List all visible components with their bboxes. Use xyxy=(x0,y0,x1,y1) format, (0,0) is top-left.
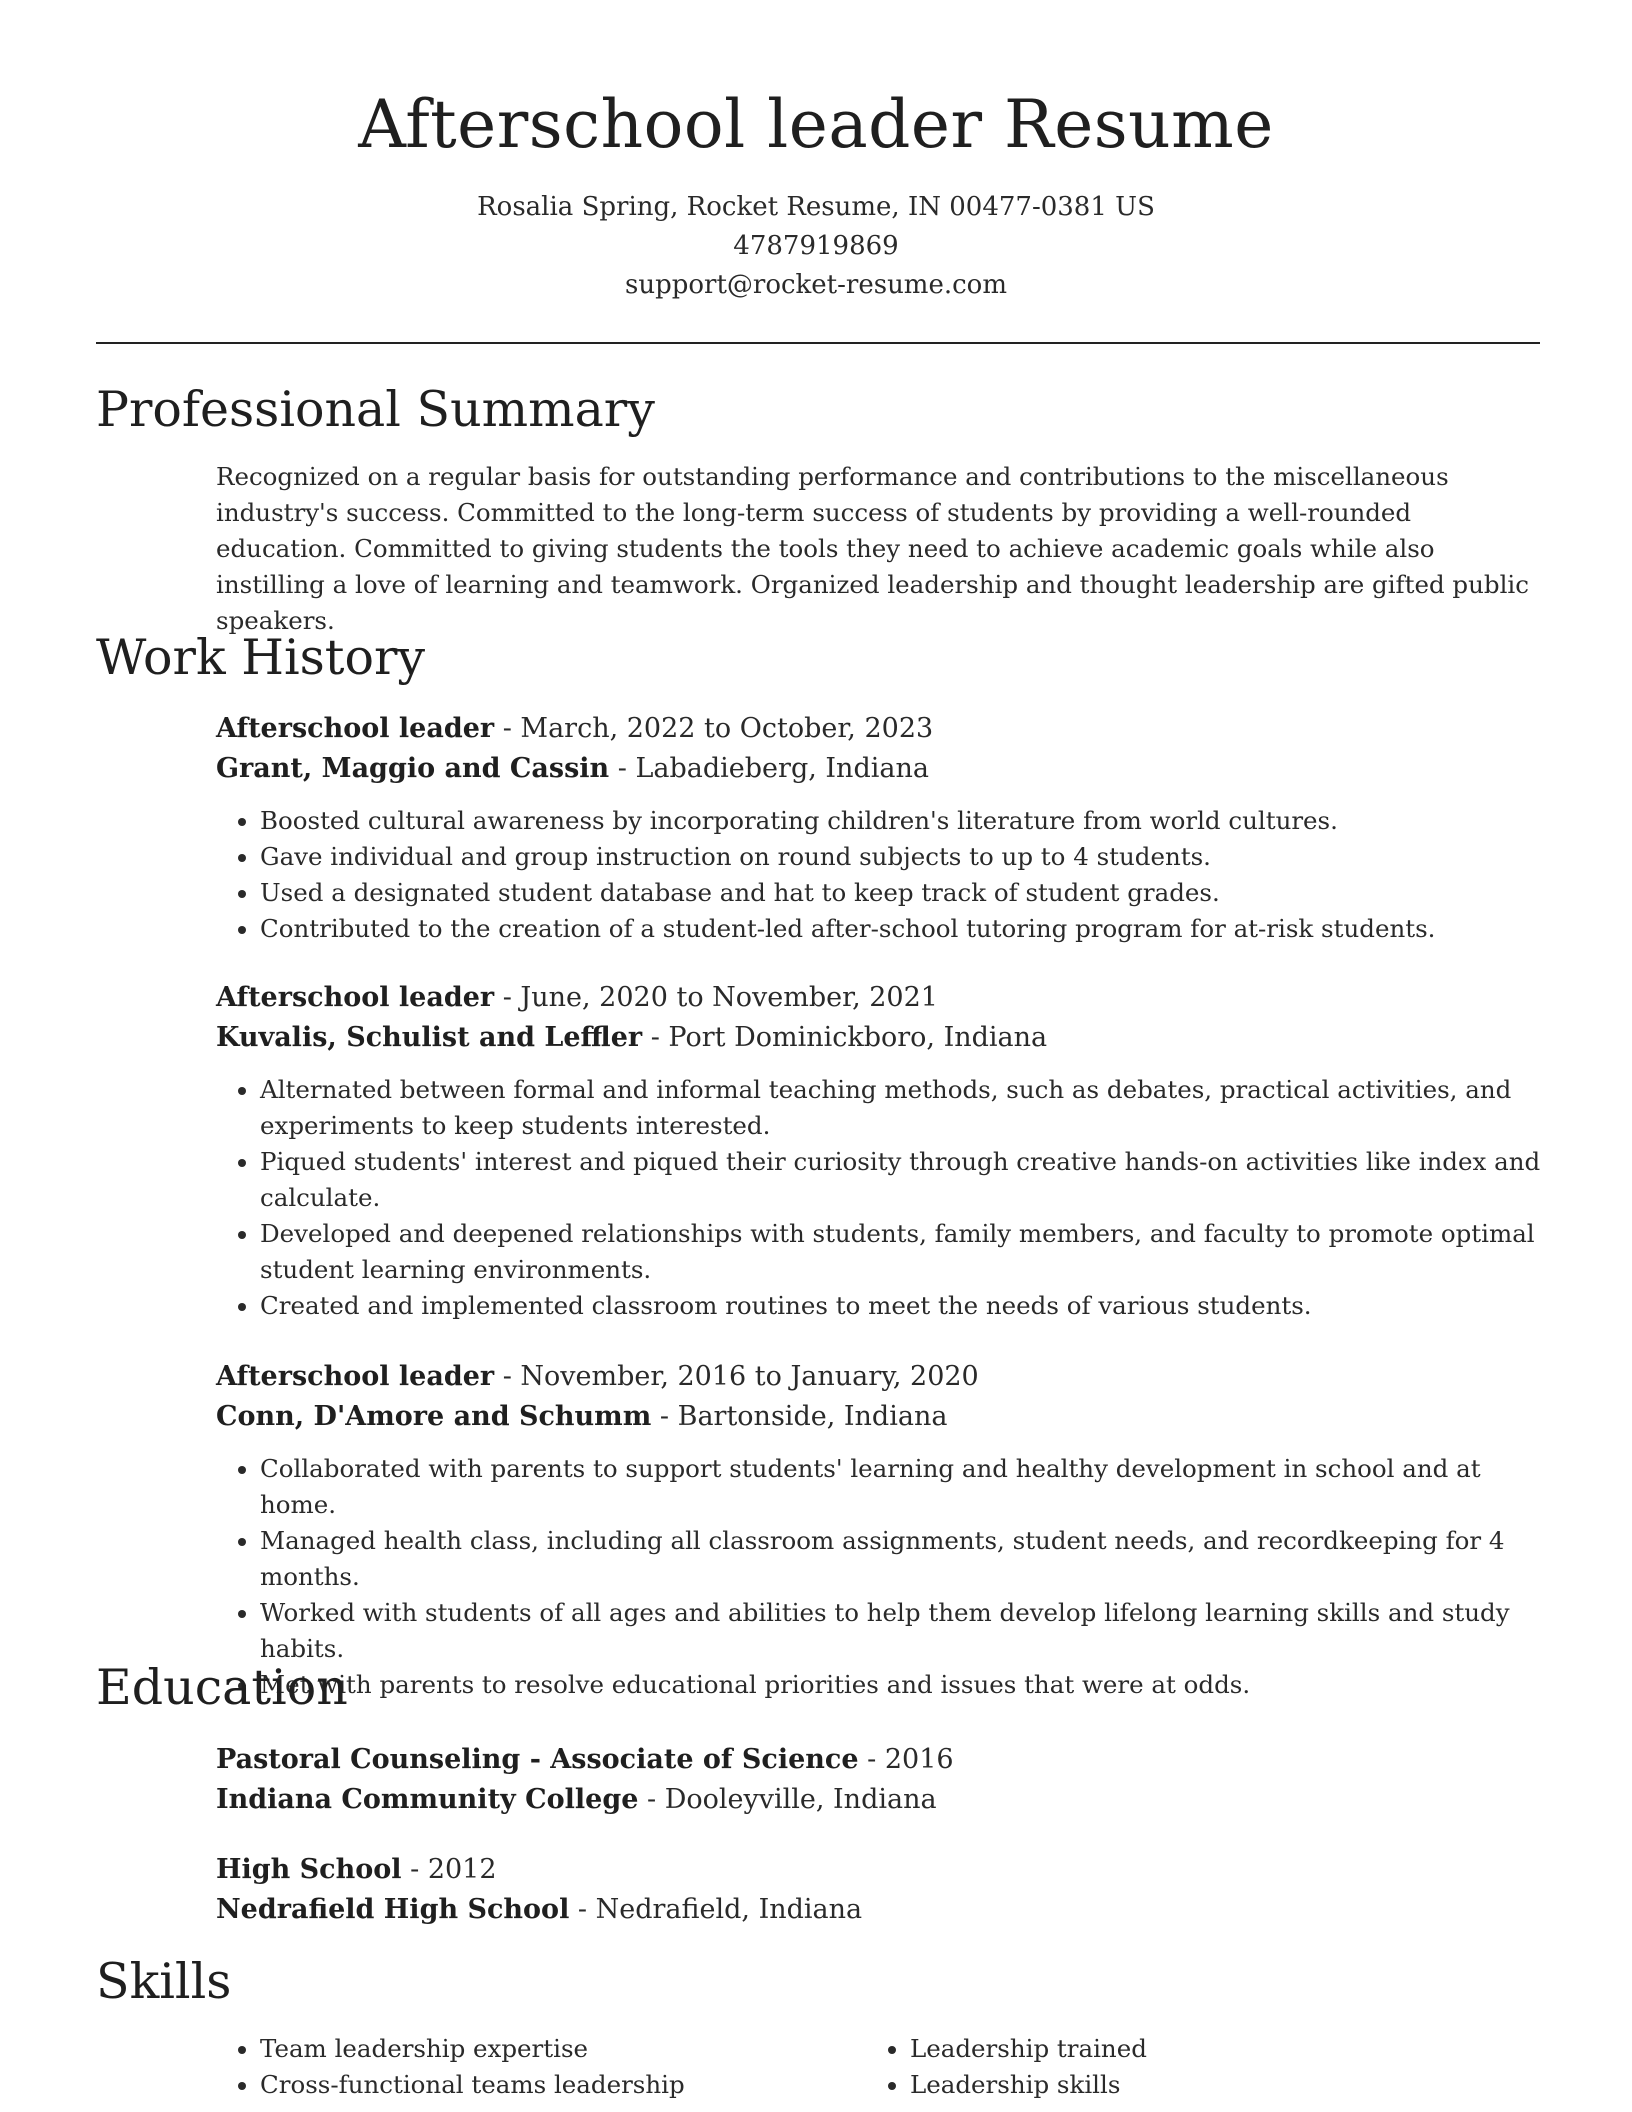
education-year: 2012 xyxy=(427,1854,497,1885)
job-company: Kuvalis, Schulist and Leffler xyxy=(216,1022,643,1053)
list-item: • Boosted cultural awareness by incorporating children's literature from world cultures. xyxy=(260,803,1546,839)
section-title-skills: Skills xyxy=(96,1953,232,2010)
resume-title: Afterschool leader Resume xyxy=(358,86,1274,163)
list-item: • Created and implemented classroom routines to meet the needs of various students. xyxy=(260,1288,1546,1324)
list-item: • Leadership trained xyxy=(910,2031,1516,2067)
contact-address: Rosalia Spring, Rocket Resume, IN 00477-0381 US xyxy=(477,192,1155,222)
contact-info xyxy=(0,188,1632,305)
summary-text: Recognized on a regular basis for outstanding performance and contributions to the miscellaneous industry's success. Committed to the long-term success of students by providing a well-rounded education. Committed to giving students the tools they need to achieve academic goals while also instilling a love of learning and teamwork. Organized leadership and thought leadership are gifted public speakers. xyxy=(216,462,1529,635)
job-dates: March, 2022 to October, 2023 xyxy=(520,713,934,744)
job-title-line: Afterschool leader - November, 2016 to January, 2020 xyxy=(216,1361,979,1392)
education-degree: Pastoral Counseling - Associate of Science xyxy=(216,1744,859,1775)
skills-column-left xyxy=(216,2031,866,2103)
list-item: • Worked with students of all ages and abilities to help them develop lifelong learning skills and study habits. xyxy=(260,1595,1546,1667)
list-item: • Developed and deepened relationships with students, family members, and faculty to promote optimal student learning environments. xyxy=(260,1216,1546,1288)
education-school: Nedrafield High School xyxy=(216,1894,570,1925)
education-school-line: Indiana Community College - Dooleyville, Indiana xyxy=(216,1784,937,1815)
education-degree-line: Pastoral Counseling - Associate of Science - 2016 xyxy=(216,1744,954,1775)
section-title-summary: Professional Summary xyxy=(96,381,655,438)
contact-phone: 4787919869 xyxy=(733,231,899,261)
job-entry xyxy=(216,1357,1546,1703)
list-item: • Alternated between formal and informal teaching methods, such as debates, practical activities, and experiments to keep students interested. xyxy=(260,1072,1546,1144)
education-school-line: Nedrafield High School - Nedrafield, Indiana xyxy=(216,1894,863,1925)
skills-column-right xyxy=(866,2031,1516,2103)
list-item: • Cross-functional teams leadership xyxy=(260,2067,866,2103)
section-title-work: Work History xyxy=(96,629,426,686)
job-location: Labadieberg, Indiana xyxy=(635,753,929,784)
job-title-line: Afterschool leader - June, 2020 to November, 2021 xyxy=(216,982,938,1013)
job-company-line: Kuvalis, Schulist and Leffler - Port Dominickboro, Indiana xyxy=(216,1022,1048,1053)
job-bullets xyxy=(216,1451,1546,1703)
list-item: • Collaborated with parents to support students' learning and healthy development in school and at home. xyxy=(260,1451,1546,1523)
education-school: Indiana Community College xyxy=(216,1784,639,1815)
job-role: Afterschool leader xyxy=(216,1361,495,1392)
list-item: • Met with parents to resolve educational priorities and issues that were at odds. xyxy=(260,1667,1546,1703)
job-role: Afterschool leader xyxy=(216,982,495,1013)
education-entry xyxy=(216,1740,1546,1820)
contact-email: support@rocket-resume.com xyxy=(624,270,1007,300)
list-item: • Gave individual and group instruction on round subjects to up to 4 students. xyxy=(260,839,1546,875)
job-company: Grant, Maggio and Cassin xyxy=(216,753,610,784)
job-company-line: Grant, Maggio and Cassin - Labadieberg, Indiana xyxy=(216,753,929,784)
list-item: • Team leadership expertise xyxy=(260,2031,866,2067)
list-item: • Used a designated student database and hat to keep track of student grades. xyxy=(260,875,1546,911)
job-role: Afterschool leader xyxy=(216,713,495,744)
list-item: • Contributed to the creation of a student-led after-school tutoring program for at-risk students. xyxy=(260,911,1546,947)
list-item: • Leadership skills xyxy=(910,2067,1516,2103)
skills-list xyxy=(216,2031,1546,2103)
education-year: 2016 xyxy=(884,1744,954,1775)
resume-header xyxy=(0,82,1632,305)
education-degree-line: High School - 2012 xyxy=(216,1854,497,1885)
job-dates: November, 2016 to January, 2020 xyxy=(520,1361,979,1392)
job-location: Port Dominickboro, Indiana xyxy=(668,1022,1048,1053)
education-location: Dooleyville, Indiana xyxy=(664,1784,937,1815)
job-bullets xyxy=(216,1072,1546,1324)
education-entry xyxy=(216,1850,1546,1930)
job-entry xyxy=(216,978,1546,1324)
job-title-line: Afterschool leader - March, 2022 to October, 2023 xyxy=(216,713,934,744)
education-location: Nedrafield, Indiana xyxy=(595,1894,863,1925)
list-item: • Managed health class, including all classroom assignments, student needs, and recordkeeping for 4 months. xyxy=(260,1523,1546,1595)
job-dates: June, 2020 to November, 2021 xyxy=(520,982,938,1013)
header-divider xyxy=(96,342,1540,344)
job-company-line: Conn, D'Amore and Schumm - Bartonside, Indiana xyxy=(216,1401,948,1432)
list-item: • Piqued students' interest and piqued their curiosity through creative hands-on activities like index and calculate. xyxy=(260,1144,1546,1216)
education-degree: High School xyxy=(216,1854,402,1885)
job-entry xyxy=(216,709,1546,947)
section-title-education: Education xyxy=(96,1659,348,1716)
job-location: Bartonside, Indiana xyxy=(677,1401,948,1432)
job-bullets xyxy=(216,803,1546,947)
job-company: Conn, D'Amore and Schumm xyxy=(216,1401,652,1432)
summary-block xyxy=(216,459,1546,639)
